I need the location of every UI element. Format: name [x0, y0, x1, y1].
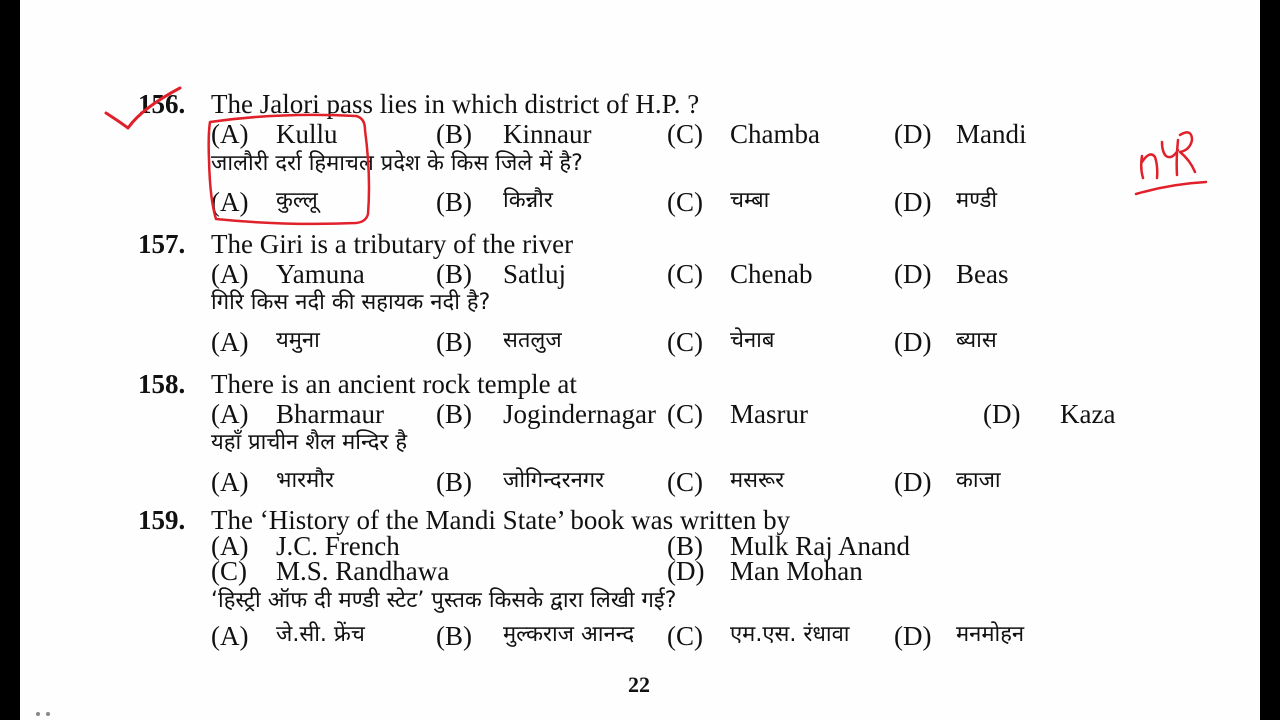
option-b-label: (B): [436, 119, 472, 149]
option-d-text-hi: ब्यास: [956, 328, 997, 353]
option-d-text: Mandi: [956, 119, 1027, 149]
option-b-text: Mulk Raj Anand: [730, 531, 910, 561]
option-b-label: (B): [436, 259, 472, 289]
option-c-label-hi: (C): [667, 187, 703, 217]
option-b-text: Jogindernagar: [503, 399, 656, 429]
option-c-text: Chenab: [730, 259, 813, 289]
option-d-text: Man Mohan: [730, 556, 863, 586]
option-c-text: M.S. Randhawa: [276, 556, 450, 586]
option-d-label-hi: (D): [894, 467, 932, 497]
option-b-label-hi: (B): [436, 467, 472, 497]
option-b-label-hi: (B): [436, 327, 472, 357]
handwritten-note-mark: [1141, 132, 1195, 178]
question-text-en: There is an ancient rock temple at: [211, 369, 577, 399]
question-text-hi: यहाँ प्राचीन शैल मन्दिर है: [211, 430, 408, 455]
option-a-label: (A): [211, 259, 249, 289]
question-paper-page: [20, 0, 1260, 720]
option-b-label: (B): [436, 399, 472, 429]
option-a-text: Kullu: [276, 119, 338, 149]
option-d-text: Beas: [956, 259, 1009, 289]
option-a-text-hi: भारमौर: [276, 468, 335, 493]
option-b-text-hi: जोगिन्दरनगर: [503, 468, 605, 493]
option-a-text-hi: जे.सी. फ्रेंच: [276, 622, 365, 647]
option-a-text-hi: कुल्लू: [276, 188, 318, 213]
option-d-label-hi: (D): [894, 327, 932, 357]
option-d-text: Kaza: [1060, 399, 1116, 429]
option-b-label-hi: (B): [436, 621, 472, 651]
option-d-text-hi: मण्डी: [956, 188, 998, 213]
option-b-text: Satluj: [503, 259, 567, 289]
option-d-label-hi: (D): [894, 621, 932, 651]
option-a-label-hi: (A): [211, 621, 249, 651]
question-text-en: The Giri is a tributary of the river: [211, 229, 574, 259]
option-c-text-hi: चेनाब: [730, 328, 775, 353]
option-a-text: Yamuna: [276, 259, 365, 289]
option-c-label-hi: (C): [667, 621, 703, 651]
question-number: 157.: [138, 229, 186, 259]
option-a-label: (A): [211, 399, 249, 429]
option-a-label: (A): [211, 119, 249, 149]
option-d-label: (D): [983, 399, 1021, 429]
option-c-text-hi: एम.एस. रंधावा: [730, 622, 850, 647]
option-d-text-hi: काजा: [956, 468, 1001, 493]
page-number: 22: [628, 672, 650, 697]
option-a-label-hi: (A): [211, 327, 249, 357]
option-c-text-hi: चम्बा: [730, 188, 770, 213]
answer-box-annotation: [209, 115, 369, 224]
option-d-label: (D): [894, 119, 932, 149]
question-text-hi: ‘हिस्ट्री ऑफ दी मण्डी स्टेट’ पुस्तक किसके द्वारा लिखी गई?: [211, 588, 677, 613]
option-c-label-hi: (C): [667, 327, 703, 357]
option-c-text: Chamba: [730, 119, 820, 149]
option-c-label-hi: (C): [667, 467, 703, 497]
scan-artifact: [36, 712, 40, 716]
handwritten-annotations: [20, 0, 1260, 720]
question-number: 158.: [138, 369, 186, 399]
checkmark-annotation: [106, 88, 180, 128]
option-a-text-hi: यमुना: [276, 328, 320, 353]
question-text-hi: जालौरी दर्रा हिमाचल प्रदेश के किस जिले में है?: [211, 151, 583, 176]
option-b-text-hi: मुल्कराज आनन्द: [503, 622, 635, 647]
option-c-label: (C): [667, 259, 703, 289]
option-b-label: (B): [667, 531, 703, 561]
question-text-en: The ‘History of the Mandi State’ book was written by: [211, 505, 791, 535]
option-c-text: Masrur: [730, 399, 808, 429]
option-c-text-hi: मसरूर: [730, 468, 785, 493]
question-number: 156.: [138, 89, 186, 119]
option-a-label-hi: (A): [211, 467, 249, 497]
question-text-hi: गिरि किस नदी की सहायक नदी है?: [211, 290, 491, 315]
option-c-label: (C): [211, 556, 247, 586]
option-b-label-hi: (B): [436, 187, 472, 217]
option-d-label: (D): [667, 556, 705, 586]
option-d-label-hi: (D): [894, 187, 932, 217]
handwritten-underline: [1136, 182, 1206, 194]
question-number: 159.: [138, 505, 186, 535]
option-b-text-hi: सतलुज: [503, 328, 562, 353]
option-d-label: (D): [894, 259, 932, 289]
option-b-text-hi: किन्नौर: [503, 188, 553, 213]
option-b-text: Kinnaur: [503, 119, 592, 149]
option-d-text-hi: मनमोहन: [956, 622, 1025, 647]
option-c-label: (C): [667, 119, 703, 149]
option-a-text: Bharmaur: [276, 399, 384, 429]
option-c-label: (C): [667, 399, 703, 429]
option-a-text: J.C. French: [276, 531, 400, 561]
option-a-label-hi: (A): [211, 187, 249, 217]
option-a-label: (A): [211, 531, 249, 561]
question-text-en: The Jalori pass lies in which district of H.P. ?: [211, 89, 700, 119]
scan-artifact: [46, 712, 50, 716]
